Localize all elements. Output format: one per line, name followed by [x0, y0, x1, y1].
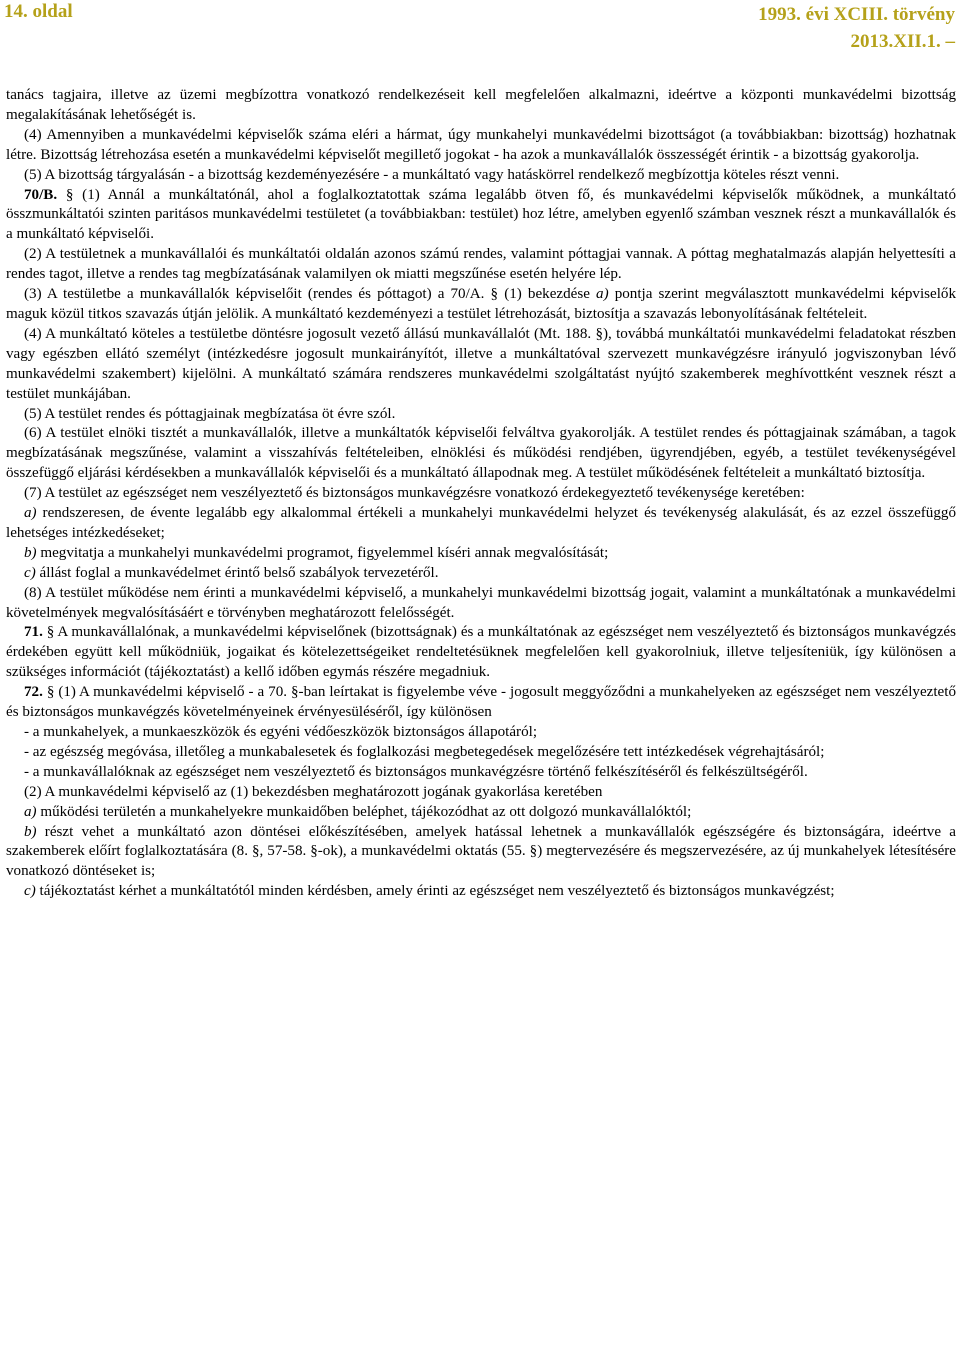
paragraph-20: (2) A munkavédelmi képviselő az (1) bekezdésben meghatározott jogának gyakorlása keretében: [24, 783, 603, 800]
law-date: 2013.XII.1. –: [758, 28, 955, 55]
section-72: 72. § (1) A munkavédelmi képviselő - a 70. §-ban leírtakat is figyelembe véve - jogosult meggyőződni a munkahelyeken az egészséget nem veszélyeztető és biztonságos munkavégzés követelményeinek érvényesüléséről, így különösen: [6, 684, 956, 721]
page-number: 14. oldal: [4, 1, 73, 22]
page-header: [0, 0, 960, 66]
section-71: 71. § A munkavállalónak, a munkavédelmi képviselőnek (bizottságnak) és a munkáltatónak az egészséget nem veszélyeztető és biztonságos munkavégzés érdekében együtt kell működniük, jogaikat és kötelezettségeiket rendeltetésüknek megfelelően kell gyakorolniuk, illetve teljesíteniük, így különösen a szükséges információt (tájékoztatást) a kellő időben egymás részére megadniuk.: [6, 624, 956, 681]
paragraph-3: (5) A bizottság tárgyalásán - a bizottság kezdeményezésére - a munkáltató vagy hatáskörrel rendelkező megbízottja köteles részt venni.: [24, 166, 840, 183]
paragraph-7: (4) A munkáltató köteles a testületbe döntésre jogosult vezető állású munkavállalót (Mt. 188. §), továbbá munkáltatói munkavédelmi feladatokat részben vagy egészben ellátó személyt (intézkedésre jogosult munkairányítót, illetve a munkáltatóval szervezett munkavégzésre irányuló jogviszonyban lévő munkavédelmi szakembert) kijelölni. A munkáltató számára rendszeres munkavédelmi szolgáltatást nyújtó szakemberek meghívottként vesznek részt a testület munkájában.: [6, 325, 956, 402]
paragraph-10: (7) A testület az egészséget nem veszélyeztető és biztonságos munkavégzésre vonatkozó érdekegyeztető tevékenysége keretében:: [24, 485, 805, 502]
law-reference: [758, 1, 955, 55]
dash-item-3: - a munkavállalóknak az egészséget nem veszélyeztető és biztonságos munkavégzésre történő felkészítéséről és felkészültségéről.: [24, 763, 808, 780]
paragraph-2: (4) Amennyiben a munkavédelmi képviselők száma eléri a hármat, úgy munkahelyi munkavédelmi bizottságot (a továbbiakban: bizottság) hozhatnak létre. Bizottság létrehozása esetén a munkavédelmi képviselőt megillető jogokat - ha azok a munkavállalók összességét érintik - a bizottság gyakorolja.: [6, 126, 956, 163]
list-item-c2: c) tájékoztatást kérhet a munkáltatótól minden kérdésben, amely érinti az egészséget nem veszélyeztető és biztonságos munkavégzést;: [24, 883, 835, 900]
list-item-a2: a) működési területén a munkahelyekre munkaidőben beléphet, tájékozódhat az ott dolgozó munkavállalóktól;: [24, 803, 692, 820]
paragraph-14: (8) A testület működése nem érinti a munkavédelmi képviselő, a munkahelyi munkavédelmi bizottság jogait, valamint a munkáltatónak a munkavédelmi követelmények megvalósításáért e törvényben meghatározott felelősségét.: [6, 584, 956, 621]
section-number: 71.: [24, 624, 43, 641]
list-item-c: c) állást foglal a munkavédelmet érintő belső szabályok tervezetéről.: [24, 564, 439, 581]
section-70b: 70/B. § (1) Annál a munkáltatónál, ahol a foglalkoztatottak száma legalább ötven fő, és munkavédelmi képviselők működnek, a munkáltató összmunkáltatói szinten paritásos munkavédelmi testületet (a továbbiakban: testület) hoz létre, amelyben egyenlő számban vesznek részt a munkavállalók és a munkáltató képviselői.: [6, 186, 956, 243]
paragraph-9: (6) A testület elnöki tisztét a munkavállalók, illetve a munkáltatók képviselői felváltva gyakorolják. A testület rendes és póttagjainak számában, a tagok megbízatásának megszűnése, valamint a visszahívás feltételeiben, elnöklési és működési rendjében, ügyrendjében, egyéb, a testület tevékenységével összefüggő eljárási kérdésekben a munkavállalók képviselői és a munkáltató állapodnak meg. A testület működésének feltételeit a munkáltató biztosítja.: [6, 425, 956, 482]
section-number: 70/B.: [24, 186, 58, 203]
paragraph-8: (5) A testület rendes és póttagjainak megbízatása öt évre szól.: [24, 405, 396, 422]
list-item-b: b) megvitatja a munkahelyi munkavédelmi programot, figyelemmel kíséri annak megvalósítását;: [24, 544, 609, 561]
paragraph-6: (3) A testületbe a munkavállalók képviselőit (rendes és póttagot) a 70/A. § (1) bekezdése a) pontja szerint megválasztott munkavédelmi képviselők maguk közül titkos szavazás útján jelölik. A munkáltató kezdeményezi a testület létrehozását, biztosítja a szavazás lebonyolításának feltételeit.: [6, 286, 956, 322]
list-item-a: a) rendszeresen, de évente legalább egy alkalommal értékeli a munkahelyi munkavédelmi helyzet és tevékenység alakulását, és az ezzel összefüggő lehetséges intézkedéseket;: [6, 505, 956, 541]
dash-item-2: - az egészség megóvása, illetőleg a munkabalesetek és foglalkozási megbetegedések megelőzésére tett intézkedések végrehajtásáról;: [24, 743, 825, 760]
list-item-b2: b) részt vehet a munkáltató azon döntései előkészítésében, amelyek hatással lehetnek a munkavállalók egészségére és biztonságára, ideértve a szakemberek előírt foglalkoztatására (8. §, 57-58. §-ok), a munkavédelmi oktatás (55. §) megtervezésére és megszervezésére, az új munkahelyek létesítésére vonatkozó döntéseket is;: [6, 823, 956, 880]
dash-item-1: - a munkahelyek, a munkaeszközök és egyéni védőeszközök biztonságos állapotáról;: [24, 724, 538, 740]
paragraph-5: (2) A testületnek a munkavállalói és munkáltatói oldalán azonos számú rendes, valamint póttagjai vannak. A póttag meghatalmazás alapján helyettesíti a rendes tagot, illetve a rendes tag megbízatásának valamilyen ok miatti megszűnése esetén helyére lép.: [6, 246, 956, 283]
section-number: 72.: [24, 684, 43, 701]
paragraph-1: tanács tagjaira, illetve az üzemi megbízottra vonatkozó rendelkezéseit kell megfelelően alkalmazni, ideértve a központi munkavédelmi bizottság megalakításának lehetőségét is.: [6, 87, 956, 123]
document-body: [6, 86, 956, 902]
law-title: 1993. évi XCIII. törvény: [758, 4, 955, 25]
